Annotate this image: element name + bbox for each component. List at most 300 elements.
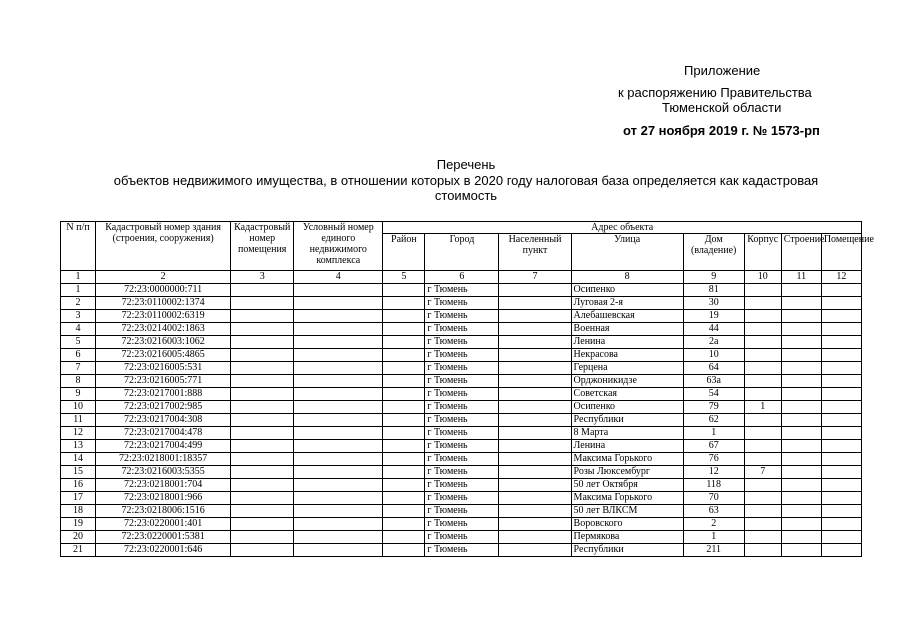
cell-building xyxy=(781,492,821,505)
cell-room xyxy=(821,492,861,505)
cell-premise xyxy=(231,427,294,440)
cell-premise xyxy=(231,284,294,297)
cell-city: г Тюмень xyxy=(425,349,499,362)
cell-korpus: 1 xyxy=(744,401,781,414)
cell-district xyxy=(383,401,425,414)
cell-korpus xyxy=(744,531,781,544)
cell-settlement xyxy=(499,284,571,297)
cell-n: 10 xyxy=(61,401,96,414)
cell-premise xyxy=(231,362,294,375)
cell-n: 15 xyxy=(61,466,96,479)
cell-room xyxy=(821,440,861,453)
col-header-n: N п/п xyxy=(61,222,96,271)
cell-conditional xyxy=(294,388,383,401)
cell-cadastral: 72:23:0216003:1062 xyxy=(96,336,231,349)
cell-korpus xyxy=(744,349,781,362)
table-row xyxy=(61,336,862,349)
cell-room xyxy=(821,323,861,336)
cell-city: г Тюмень xyxy=(425,531,499,544)
cell-street: Орджоникидзе xyxy=(571,375,683,388)
cell-city: г Тюмень xyxy=(425,518,499,531)
cell-building xyxy=(781,310,821,323)
cell-conditional xyxy=(294,284,383,297)
cell-n: 20 xyxy=(61,531,96,544)
table-row xyxy=(61,531,862,544)
cell-conditional xyxy=(294,479,383,492)
cell-room xyxy=(821,297,861,310)
cell-cadastral: 72:23:0218001:966 xyxy=(96,492,231,505)
cell-settlement xyxy=(499,323,571,336)
cell-street: Некрасова xyxy=(571,349,683,362)
cell-n: 12 xyxy=(61,427,96,440)
cell-cadastral: 72:23:0216003:5355 xyxy=(96,466,231,479)
table-row xyxy=(61,349,862,362)
cell-building xyxy=(781,531,821,544)
cell-korpus xyxy=(744,414,781,427)
cell-cadastral: 72:23:0217004:499 xyxy=(96,440,231,453)
cell-house: 63 xyxy=(683,505,744,518)
cell-n: 11 xyxy=(61,414,96,427)
cell-street: Луговая 2-я xyxy=(571,297,683,310)
property-register-table xyxy=(60,221,874,557)
column-number: 2 xyxy=(96,271,231,284)
cell-street: 50 лет Октября xyxy=(571,479,683,492)
cell-building xyxy=(781,349,821,362)
cell-settlement xyxy=(499,349,571,362)
cell-korpus: 7 xyxy=(744,466,781,479)
cell-n: 6 xyxy=(61,349,96,362)
cell-conditional xyxy=(294,518,383,531)
cell-settlement xyxy=(499,505,571,518)
table-row xyxy=(61,440,862,453)
cell-room xyxy=(821,453,861,466)
cell-building xyxy=(781,375,821,388)
cell-n: 3 xyxy=(61,310,96,323)
cell-district xyxy=(383,453,425,466)
order-date-number: от 27 ноября 2019 г. № 1573-рп xyxy=(623,123,820,138)
cell-korpus xyxy=(744,375,781,388)
cell-cadastral: 72:23:0217004:478 xyxy=(96,427,231,440)
cell-house: 30 xyxy=(683,297,744,310)
cell-city: г Тюмень xyxy=(425,492,499,505)
cell-house: 1 xyxy=(683,427,744,440)
cell-settlement xyxy=(499,492,571,505)
cell-district xyxy=(383,518,425,531)
cell-cadastral: 72:23:0110002:6319 xyxy=(96,310,231,323)
table-row xyxy=(61,323,862,336)
cell-korpus xyxy=(744,310,781,323)
cell-conditional xyxy=(294,323,383,336)
cell-premise xyxy=(231,336,294,349)
cell-building xyxy=(781,518,821,531)
cell-room xyxy=(821,427,861,440)
column-number: 11 xyxy=(781,271,821,284)
cell-district xyxy=(383,336,425,349)
cell-conditional xyxy=(294,531,383,544)
table-row xyxy=(61,479,862,492)
col-header-cadastral: Кадастровый номер здания (строения, сооружения) xyxy=(96,222,231,271)
cell-cadastral: 72:23:0220001:5381 xyxy=(96,531,231,544)
cell-city: г Тюмень xyxy=(425,297,499,310)
cell-premise xyxy=(231,479,294,492)
cell-korpus xyxy=(744,388,781,401)
cell-district xyxy=(383,440,425,453)
cell-street: Максима Горького xyxy=(571,492,683,505)
cell-district xyxy=(383,310,425,323)
cell-korpus xyxy=(744,362,781,375)
cell-street: Республики xyxy=(571,414,683,427)
table-row xyxy=(61,297,862,310)
cell-street: Воровского xyxy=(571,518,683,531)
cell-city: г Тюмень xyxy=(425,388,499,401)
cell-room xyxy=(821,518,861,531)
cell-conditional xyxy=(294,466,383,479)
cell-n: 14 xyxy=(61,453,96,466)
table-row xyxy=(61,310,862,323)
cell-conditional xyxy=(294,427,383,440)
cell-street: Герцена xyxy=(571,362,683,375)
cell-cadastral: 72:23:0218006:1516 xyxy=(96,505,231,518)
cell-settlement xyxy=(499,297,571,310)
cell-city: г Тюмень xyxy=(425,544,499,557)
cell-room xyxy=(821,544,861,557)
cell-street: Осипенко xyxy=(571,401,683,414)
cell-premise xyxy=(231,375,294,388)
cell-n: 16 xyxy=(61,479,96,492)
cell-settlement xyxy=(499,479,571,492)
cell-conditional xyxy=(294,375,383,388)
cell-city: г Тюмень xyxy=(425,336,499,349)
cell-city: г Тюмень xyxy=(425,323,499,336)
cell-settlement xyxy=(499,466,571,479)
cell-house: 1 xyxy=(683,531,744,544)
cell-conditional xyxy=(294,505,383,518)
table-row xyxy=(61,492,862,505)
cell-room xyxy=(821,531,861,544)
cell-house: 12 xyxy=(683,466,744,479)
cell-cadastral: 72:23:0000000:711 xyxy=(96,284,231,297)
cell-house: 211 xyxy=(683,544,744,557)
col-header-street: Улица xyxy=(571,234,683,271)
cell-city: г Тюмень xyxy=(425,362,499,375)
cell-korpus xyxy=(744,492,781,505)
cell-settlement xyxy=(499,531,571,544)
cell-city: г Тюмень xyxy=(425,310,499,323)
cell-premise xyxy=(231,466,294,479)
cell-street: 8 Марта xyxy=(571,427,683,440)
cell-city: г Тюмень xyxy=(425,453,499,466)
cell-settlement xyxy=(499,336,571,349)
cell-city: г Тюмень xyxy=(425,284,499,297)
cell-street: Алебашевская xyxy=(571,310,683,323)
cell-settlement xyxy=(499,362,571,375)
cell-premise xyxy=(231,531,294,544)
col-header-building: Строение xyxy=(781,234,821,271)
cell-korpus xyxy=(744,427,781,440)
col-header-room: Помещение xyxy=(821,234,861,271)
table-row xyxy=(61,518,862,531)
column-number: 5 xyxy=(383,271,425,284)
cell-building xyxy=(781,505,821,518)
cell-house: 19 xyxy=(683,310,744,323)
cell-room xyxy=(821,362,861,375)
cell-n: 5 xyxy=(61,336,96,349)
cell-settlement xyxy=(499,375,571,388)
cell-n: 21 xyxy=(61,544,96,557)
cell-house: 44 xyxy=(683,323,744,336)
cell-premise xyxy=(231,414,294,427)
table-row xyxy=(61,505,862,518)
cell-street: Республики xyxy=(571,544,683,557)
cell-district xyxy=(383,388,425,401)
cell-district xyxy=(383,466,425,479)
cell-district xyxy=(383,427,425,440)
cell-house: 67 xyxy=(683,440,744,453)
cell-house: 54 xyxy=(683,388,744,401)
cell-premise xyxy=(231,544,294,557)
table-row xyxy=(61,362,862,375)
cell-house: 118 xyxy=(683,479,744,492)
cell-building xyxy=(781,297,821,310)
cell-cadastral: 72:23:0218001:18357 xyxy=(96,453,231,466)
document-subtitle: объектов недвижимого имущества, в отношении которых в 2020 году налоговая база определяется как кадастровая xyxy=(113,173,819,188)
cell-cadastral: 72:23:0214002:1863 xyxy=(96,323,231,336)
document-subtitle-cont: стоимость xyxy=(434,188,498,203)
cell-settlement xyxy=(499,401,571,414)
cell-n: 17 xyxy=(61,492,96,505)
cell-premise xyxy=(231,323,294,336)
cell-house: 63а xyxy=(683,375,744,388)
cell-n: 8 xyxy=(61,375,96,388)
cell-conditional xyxy=(294,544,383,557)
cell-premise xyxy=(231,310,294,323)
cell-district xyxy=(383,414,425,427)
cell-settlement xyxy=(499,440,571,453)
cell-district xyxy=(383,531,425,544)
appendix-label: Приложение xyxy=(684,63,761,78)
cell-korpus xyxy=(744,284,781,297)
cell-conditional xyxy=(294,336,383,349)
cell-city: г Тюмень xyxy=(425,375,499,388)
cell-house: 79 xyxy=(683,401,744,414)
table-row xyxy=(61,453,862,466)
cell-settlement xyxy=(499,453,571,466)
cell-n: 13 xyxy=(61,440,96,453)
cell-korpus xyxy=(744,440,781,453)
cell-building xyxy=(781,479,821,492)
cell-street: 50 лет ВЛКСМ xyxy=(571,505,683,518)
cell-house: 10 xyxy=(683,349,744,362)
cell-building xyxy=(781,362,821,375)
cell-house: 70 xyxy=(683,492,744,505)
cell-building xyxy=(781,401,821,414)
cell-conditional xyxy=(294,297,383,310)
cell-room xyxy=(821,310,861,323)
cell-cadastral: 72:23:0220001:646 xyxy=(96,544,231,557)
cell-korpus xyxy=(744,453,781,466)
col-header-settlement: Населенный пункт xyxy=(499,234,571,271)
cell-building xyxy=(781,336,821,349)
cell-room xyxy=(821,375,861,388)
cell-conditional xyxy=(294,349,383,362)
cell-house: 64 xyxy=(683,362,744,375)
cell-conditional xyxy=(294,440,383,453)
cell-cadastral: 72:23:0216005:531 xyxy=(96,362,231,375)
cell-district xyxy=(383,284,425,297)
cell-korpus xyxy=(744,297,781,310)
document-title: Перечень xyxy=(436,157,496,172)
cell-building xyxy=(781,466,821,479)
cell-premise xyxy=(231,505,294,518)
cell-street: Пермякова xyxy=(571,531,683,544)
cell-house: 62 xyxy=(683,414,744,427)
col-header-city: Город xyxy=(425,234,499,271)
column-number-row xyxy=(61,271,862,284)
cell-premise xyxy=(231,349,294,362)
cell-n: 9 xyxy=(61,388,96,401)
table-row xyxy=(61,414,862,427)
cell-house: 2 xyxy=(683,518,744,531)
cell-building xyxy=(781,453,821,466)
table-row xyxy=(61,544,862,557)
cell-building xyxy=(781,388,821,401)
cell-settlement xyxy=(499,518,571,531)
cell-street: Максима Горького xyxy=(571,453,683,466)
header-row xyxy=(61,222,862,234)
cell-city: г Тюмень xyxy=(425,401,499,414)
cell-room xyxy=(821,388,861,401)
region-name: Тюменской области xyxy=(662,100,782,115)
table-row xyxy=(61,466,862,479)
cell-building xyxy=(781,414,821,427)
column-number: 3 xyxy=(231,271,294,284)
column-number: 1 xyxy=(61,271,96,284)
table-row xyxy=(61,375,862,388)
cell-district xyxy=(383,544,425,557)
cell-city: г Тюмень xyxy=(425,440,499,453)
cell-room xyxy=(821,349,861,362)
table-row xyxy=(61,401,862,414)
cell-building xyxy=(781,440,821,453)
cell-korpus xyxy=(744,544,781,557)
cell-city: г Тюмень xyxy=(425,427,499,440)
column-number: 10 xyxy=(744,271,781,284)
cell-cadastral: 72:23:0217002:985 xyxy=(96,401,231,414)
cell-n: 4 xyxy=(61,323,96,336)
cell-street: Ленина xyxy=(571,440,683,453)
cell-korpus xyxy=(744,323,781,336)
cell-city: г Тюмень xyxy=(425,505,499,518)
cell-n: 19 xyxy=(61,518,96,531)
col-header-district: Район xyxy=(383,234,425,271)
column-number: 8 xyxy=(571,271,683,284)
cell-n: 2 xyxy=(61,297,96,310)
col-header-premise: Кадастровый номер помещения xyxy=(231,222,294,271)
cell-room xyxy=(821,479,861,492)
cell-city: г Тюмень xyxy=(425,466,499,479)
cell-building xyxy=(781,284,821,297)
cell-settlement xyxy=(499,414,571,427)
cell-korpus xyxy=(744,505,781,518)
cell-building xyxy=(781,323,821,336)
cell-premise xyxy=(231,453,294,466)
table-row xyxy=(61,284,862,297)
table-row xyxy=(61,388,862,401)
column-number: 4 xyxy=(294,271,383,284)
cell-house: 2а xyxy=(683,336,744,349)
cell-street: Ленина xyxy=(571,336,683,349)
cell-room xyxy=(821,466,861,479)
cell-n: 18 xyxy=(61,505,96,518)
cell-cadastral: 72:23:0217001:888 xyxy=(96,388,231,401)
cell-district xyxy=(383,297,425,310)
cell-house: 76 xyxy=(683,453,744,466)
cell-cadastral: 72:23:0216005:771 xyxy=(96,375,231,388)
cell-cadastral: 72:23:0110002:1374 xyxy=(96,297,231,310)
cell-city: г Тюмень xyxy=(425,479,499,492)
cell-district xyxy=(383,362,425,375)
cell-street: Военная xyxy=(571,323,683,336)
cell-settlement xyxy=(499,544,571,557)
cell-conditional xyxy=(294,492,383,505)
order-reference: к распоряжению Правительства xyxy=(618,85,812,100)
col-header-korpus: Корпус xyxy=(744,234,781,271)
cell-korpus xyxy=(744,479,781,492)
cell-premise xyxy=(231,440,294,453)
cell-district xyxy=(383,323,425,336)
cell-korpus xyxy=(744,336,781,349)
cell-district xyxy=(383,479,425,492)
cell-korpus xyxy=(744,518,781,531)
cell-building xyxy=(781,544,821,557)
cell-cadastral: 72:23:0220001:401 xyxy=(96,518,231,531)
cell-conditional xyxy=(294,310,383,323)
cell-room xyxy=(821,414,861,427)
cell-cadastral: 72:23:0217004:308 xyxy=(96,414,231,427)
col-header-conditional: Условный номер единого недвижимого комплекса xyxy=(294,222,383,271)
cell-street: Осипенко xyxy=(571,284,683,297)
table-body xyxy=(61,271,862,557)
cell-street: Советская xyxy=(571,388,683,401)
cell-conditional xyxy=(294,414,383,427)
cell-district xyxy=(383,349,425,362)
cell-premise xyxy=(231,492,294,505)
col-header-house: Дом (владение) xyxy=(683,234,744,271)
cell-room xyxy=(821,401,861,414)
cell-premise xyxy=(231,297,294,310)
cell-conditional xyxy=(294,401,383,414)
cell-settlement xyxy=(499,388,571,401)
cell-city: г Тюмень xyxy=(425,414,499,427)
cell-premise xyxy=(231,518,294,531)
cell-room xyxy=(821,505,861,518)
cell-conditional xyxy=(294,453,383,466)
cell-room xyxy=(821,284,861,297)
cell-street: Розы Люксембург xyxy=(571,466,683,479)
cell-house: 81 xyxy=(683,284,744,297)
cell-settlement xyxy=(499,310,571,323)
cell-conditional xyxy=(294,362,383,375)
cell-district xyxy=(383,375,425,388)
cell-room xyxy=(821,336,861,349)
cell-cadastral: 72:23:0218001:704 xyxy=(96,479,231,492)
cell-cadastral: 72:23:0216005:4865 xyxy=(96,349,231,362)
cell-building xyxy=(781,427,821,440)
table-row xyxy=(61,427,862,440)
cell-premise xyxy=(231,388,294,401)
column-number: 6 xyxy=(425,271,499,284)
cell-district xyxy=(383,505,425,518)
